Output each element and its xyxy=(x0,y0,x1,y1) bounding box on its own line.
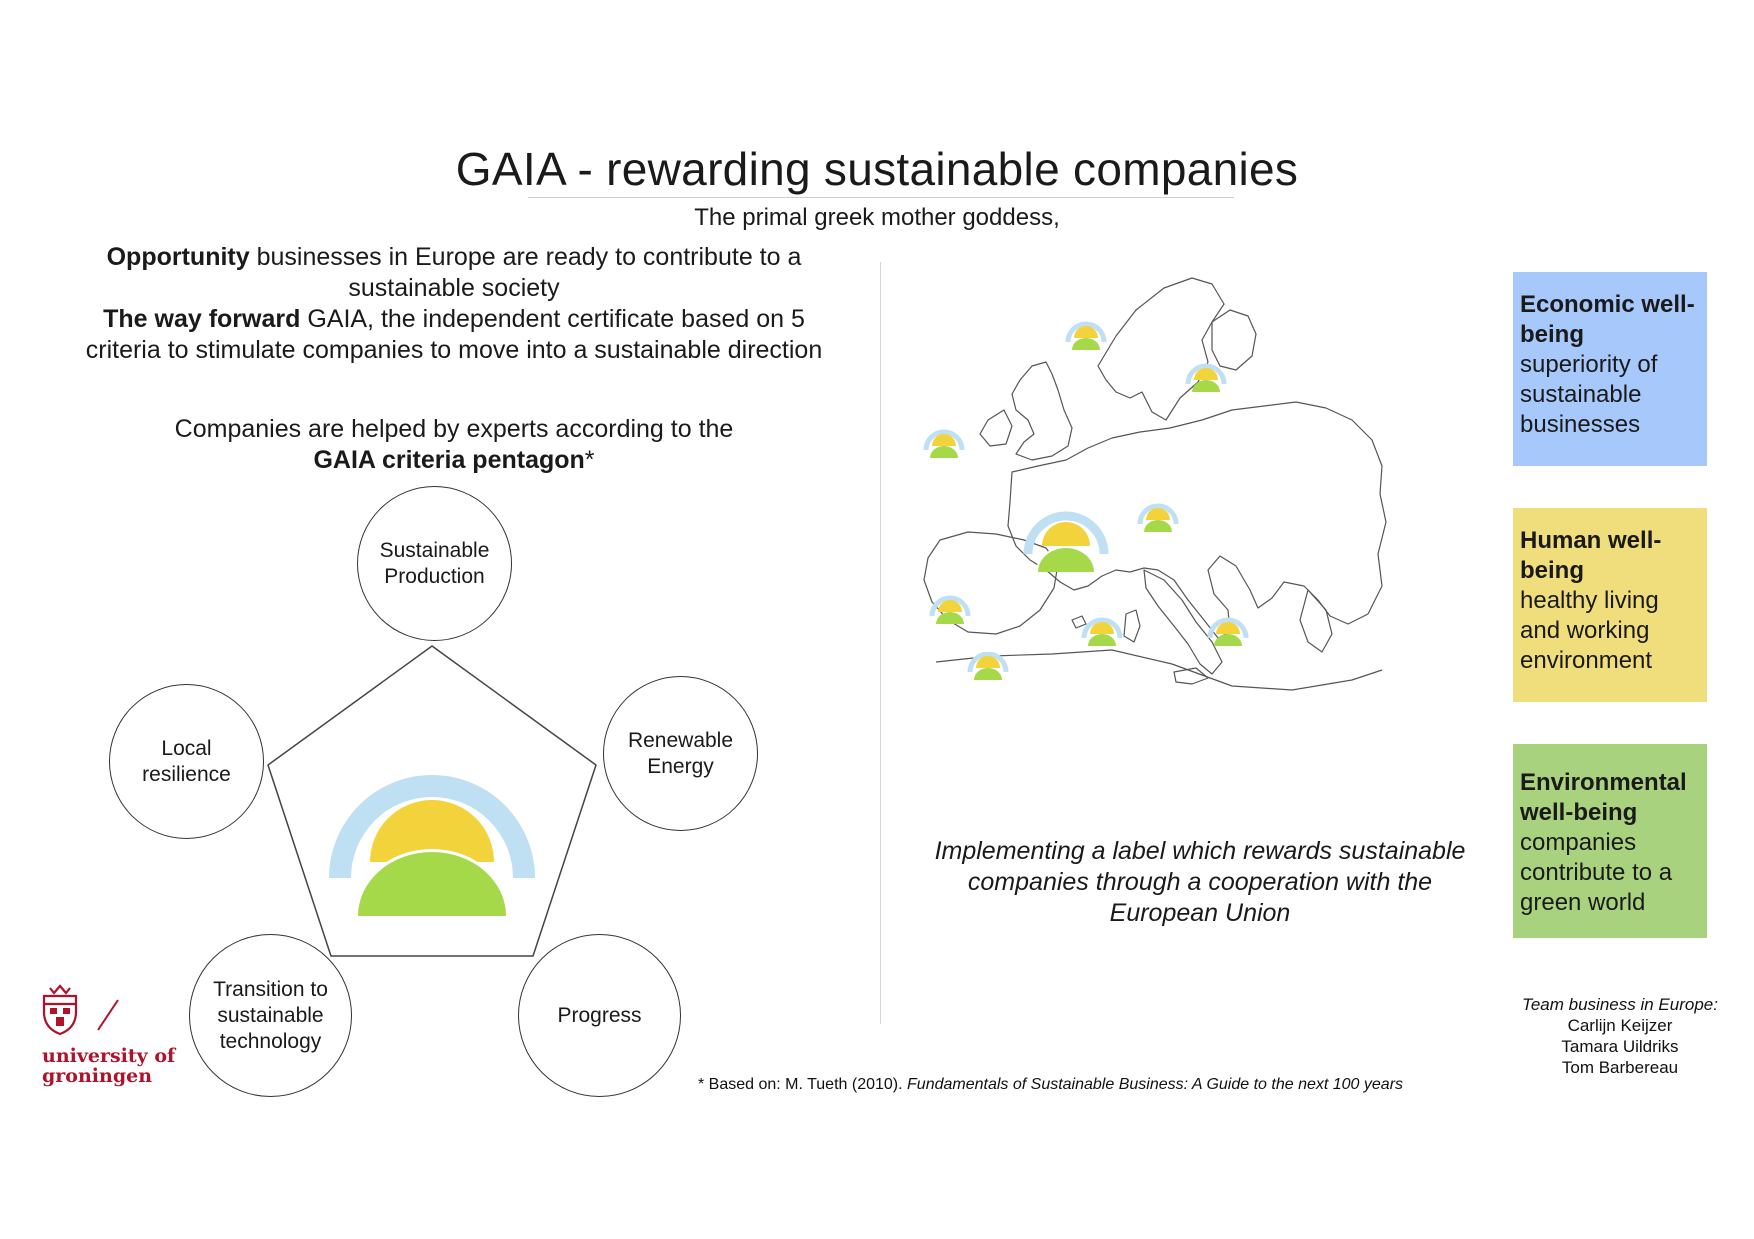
gaia-marker-icon xyxy=(1140,506,1176,532)
team-member: Tom Barbereau xyxy=(1561,1058,1679,1077)
wellbeing-body: companies contribute to a green world xyxy=(1520,829,1673,916)
way-forward-label: The way forward xyxy=(103,305,301,333)
logo-line-1: university of xyxy=(42,1045,176,1067)
gaia-marker-icon xyxy=(1210,620,1246,646)
way-forward-text: GAIA, the independent certificate based on 5 criteria to stimulate companies to move into a sustainable direction xyxy=(85,305,823,364)
criteria-asterisk: * xyxy=(584,446,595,474)
criterion-label: Renewable Energy xyxy=(627,728,734,778)
team-member: Tamara Uildriks xyxy=(1561,1037,1679,1056)
gaia-marker-icon xyxy=(1188,366,1224,392)
europe-outline xyxy=(924,278,1386,690)
logo-line-2: groningen xyxy=(42,1065,153,1087)
criterion-local-resilience xyxy=(109,684,264,839)
team-lead: Team business in Europe: xyxy=(1522,995,1718,1014)
human-wellbeing-box xyxy=(1513,508,1707,702)
title-divider xyxy=(528,197,1234,198)
wellbeing-body: superiority of sustainable businesses xyxy=(1520,351,1658,438)
university-logo xyxy=(42,1046,175,1086)
gaia-marker-icon xyxy=(1084,620,1120,646)
team-member: Carlijn Keijzer xyxy=(1567,1016,1673,1035)
page-subtitle: The primal greek mother goddess, xyxy=(694,204,1060,231)
gaia-markers xyxy=(926,324,1246,646)
team-credits xyxy=(1490,994,1750,1078)
criteria-intro xyxy=(70,414,838,476)
wellbeing-heading: Environmental well-being xyxy=(1520,769,1687,826)
gaia-marker-large-icon xyxy=(1028,516,1104,572)
footnote-prefix: * Based on: M. Tueth (2010). xyxy=(698,1076,908,1093)
criteria-intro-text: Companies are helped by experts according to the xyxy=(174,415,734,443)
environmental-wellbeing-box xyxy=(1513,744,1707,938)
criterion-label: Transition to sustainable technology xyxy=(213,977,328,1053)
economic-wellbeing-box xyxy=(1513,272,1707,466)
column-divider xyxy=(880,262,881,1024)
footnote xyxy=(698,1076,1403,1094)
gaia-marker-icon xyxy=(932,598,968,624)
gaia-marker-iberia-icon xyxy=(966,652,1010,696)
gaia-marker-icon xyxy=(926,432,962,458)
criterion-label: Local resilience xyxy=(142,736,231,786)
opportunity-label: Opportunity xyxy=(106,243,250,271)
criterion-sustainable-production xyxy=(357,486,512,641)
wellbeing-heading: Human well-being xyxy=(1520,527,1662,584)
opportunity-text: businesses in Europe are ready to contribute to a sustainable society xyxy=(249,243,802,302)
page-title: GAIA - rewarding sustainable companies xyxy=(455,143,1299,195)
criteria-pentagon-label: GAIA criteria pentagon xyxy=(313,446,585,474)
wellbeing-heading: Economic well-being xyxy=(1520,291,1695,348)
criterion-label: Progress xyxy=(557,1003,642,1027)
intro-text xyxy=(70,242,838,366)
gaia-marker-icon xyxy=(1068,324,1104,350)
criterion-transition-technology xyxy=(189,934,352,1097)
criterion-label: Sustainable Production xyxy=(379,538,490,588)
map-caption: Implementing a label which rewards sustainable companies through a cooperation with the European Union xyxy=(934,837,1466,927)
opportunity-paragraph xyxy=(70,242,838,304)
university-crest-icon xyxy=(40,982,160,1038)
footnote-title: Fundamentals of Sustainable Business: A Guide to the next 100 years xyxy=(907,1076,1404,1093)
way-forward-paragraph xyxy=(70,304,838,366)
criterion-renewable-energy xyxy=(603,676,758,831)
criteria-pentagon xyxy=(260,640,604,960)
criterion-progress xyxy=(518,934,681,1097)
wellbeing-body: healthy living and working environment xyxy=(1520,587,1659,674)
